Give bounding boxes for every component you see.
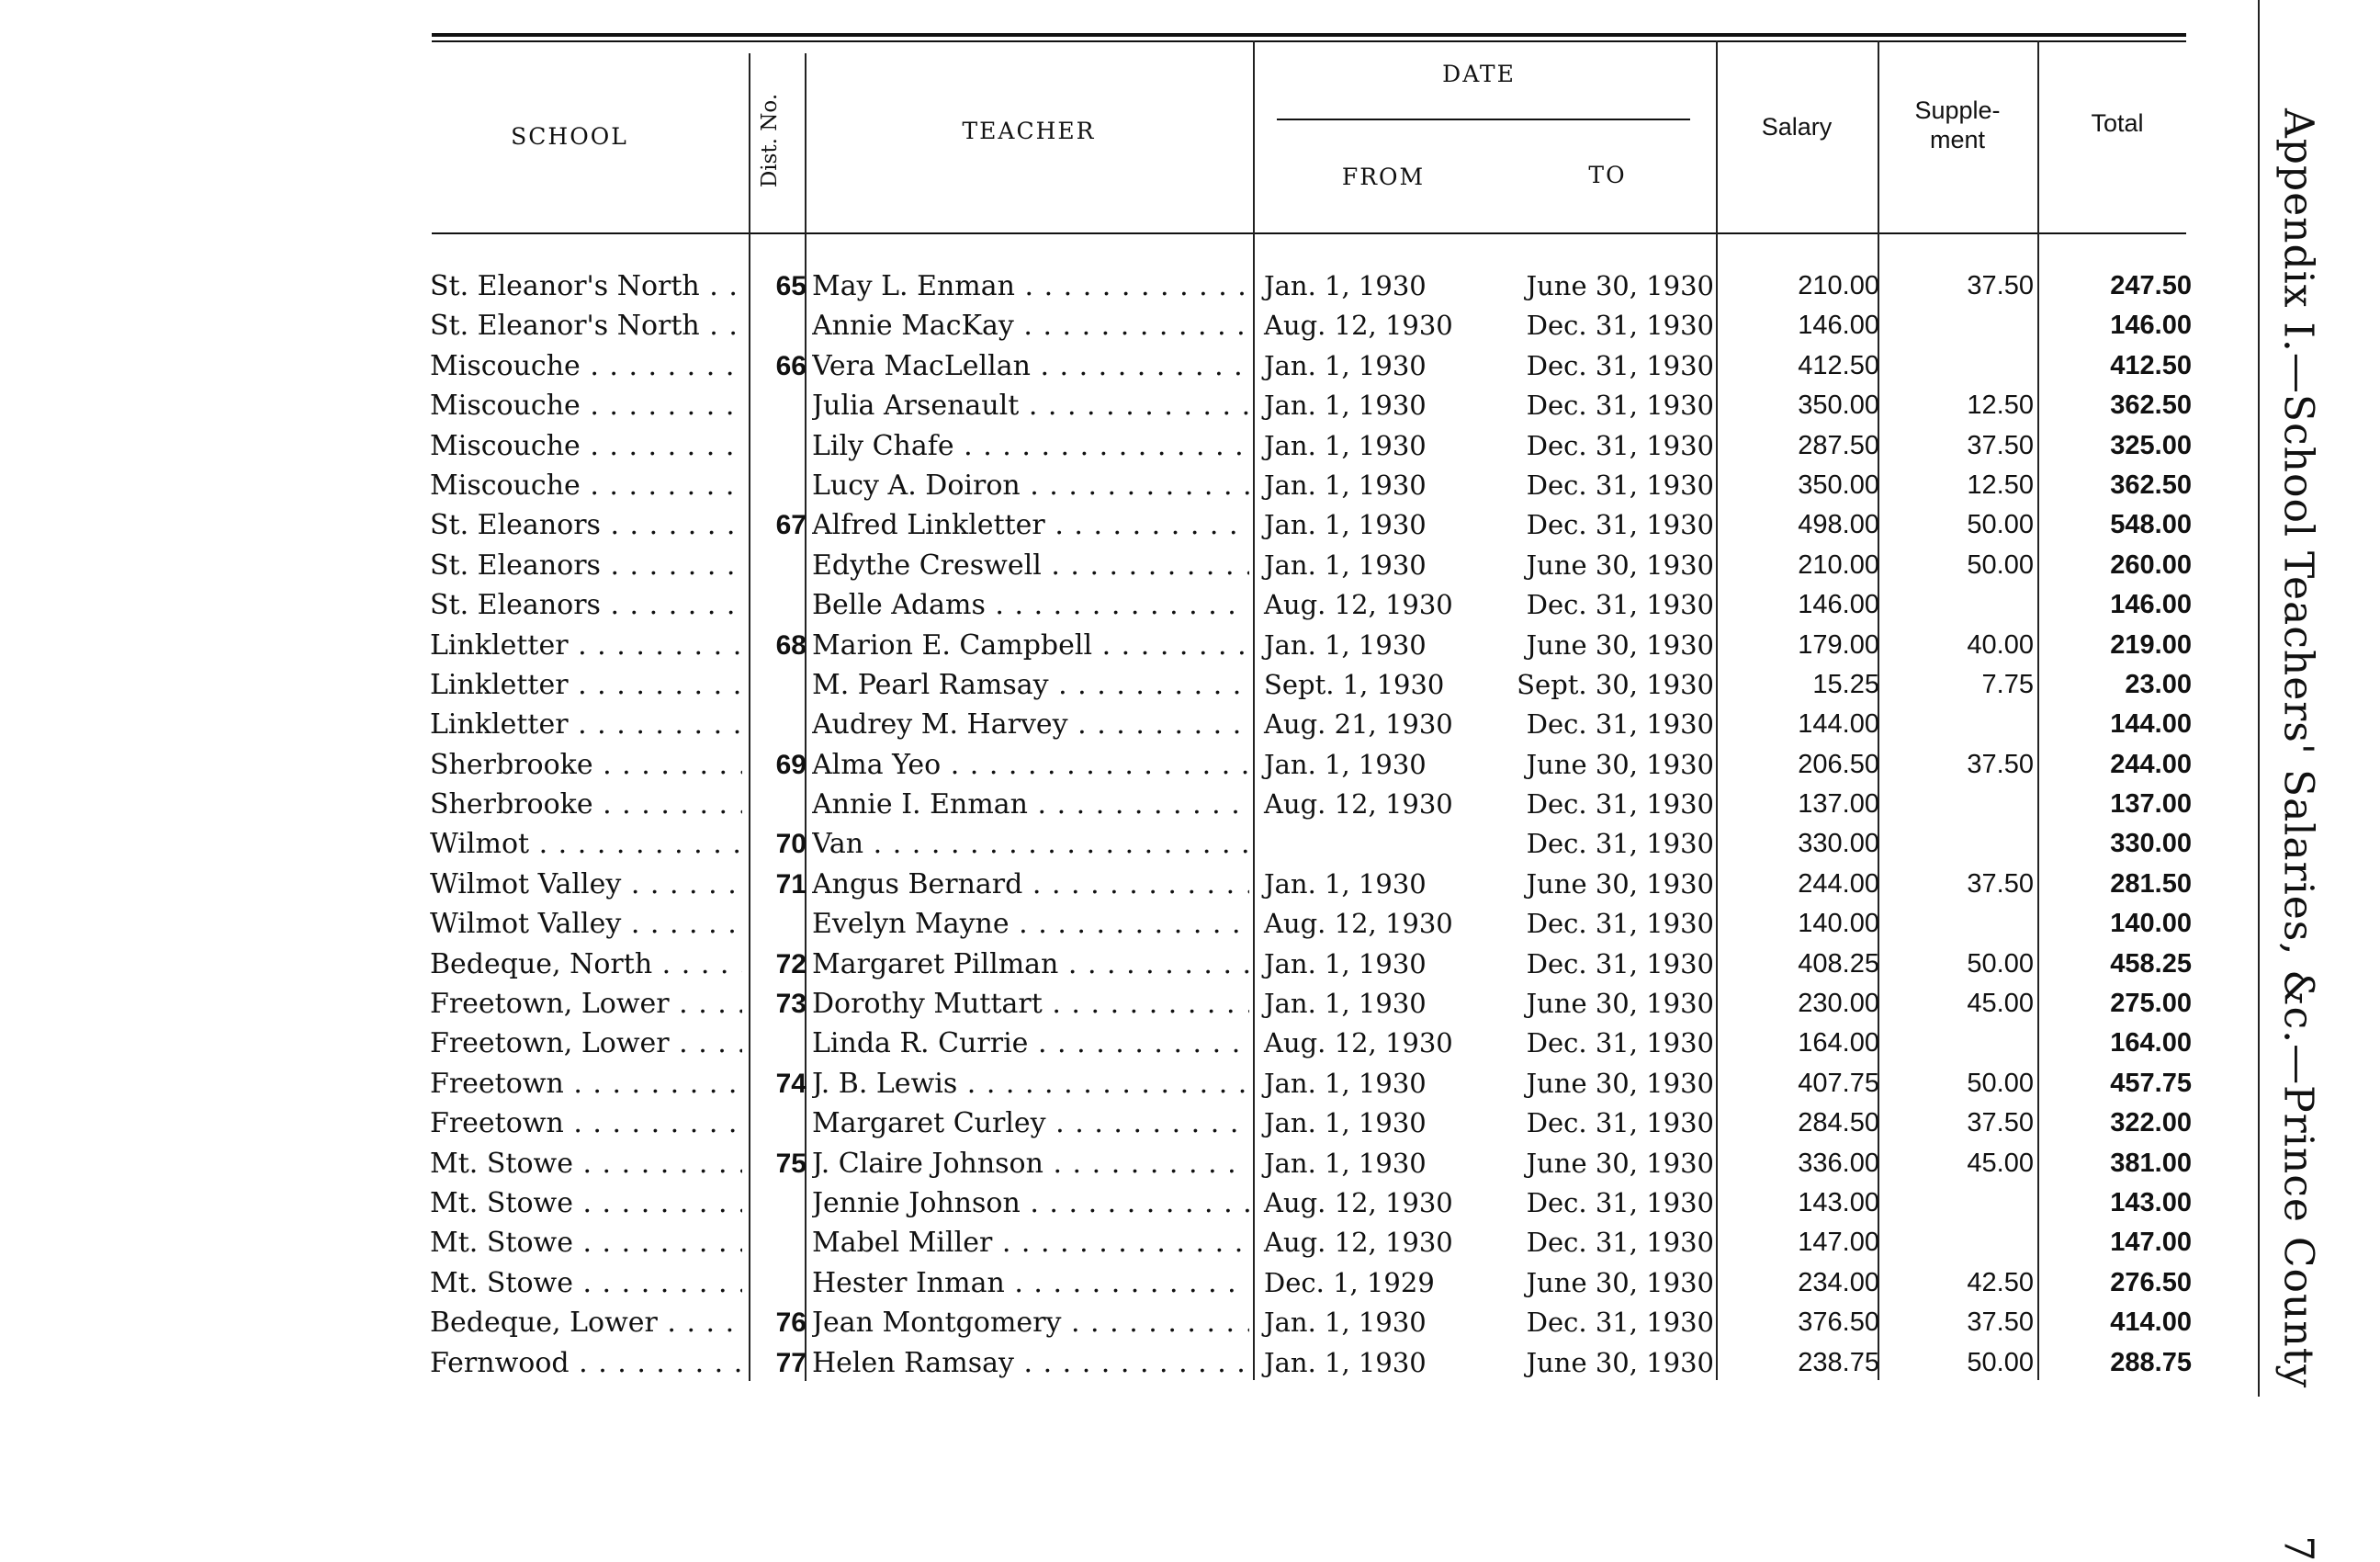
school-name: Bedeque, North . . . xyxy=(430,945,742,984)
date-from: Jan. 1, 1930 xyxy=(1264,1067,1427,1099)
school-name: Miscouche . . . xyxy=(430,466,742,505)
school-name: Linkletter . . . xyxy=(430,705,742,744)
teacher-name: Dorothy Muttart . . . xyxy=(812,984,1249,1024)
school-name: Miscouche . . . xyxy=(430,426,742,466)
salary-table-body xyxy=(0,266,2278,1383)
teacher-name: Hester Inman . . . xyxy=(812,1263,1249,1303)
date-to: June 30, 1930 xyxy=(1526,1067,1714,1099)
table-row xyxy=(0,1263,2278,1303)
total-value: 146.00 xyxy=(2110,311,2192,341)
side-caption-text xyxy=(2275,108,2322,1562)
dist-number: 70 xyxy=(775,829,806,860)
header-to: TO xyxy=(1588,162,1627,188)
top-rule-thin xyxy=(432,40,2186,42)
date-from: Aug. 12, 1930 xyxy=(1264,788,1453,821)
header-dist-no: Dist. No. xyxy=(758,93,782,188)
table-row xyxy=(0,945,2278,984)
school-name: Mt. Stowe . . . xyxy=(430,1183,742,1223)
school-name: Linkletter . . . xyxy=(430,665,742,705)
date-to: Dec. 31, 1930 xyxy=(1526,469,1714,501)
total-value: 414.00 xyxy=(2110,1307,2192,1338)
teacher-name: Helen Ramsay . . . xyxy=(812,1343,1249,1383)
date-from: Jan. 1, 1930 xyxy=(1264,1147,1427,1179)
salary-value: 407.75 xyxy=(1798,1068,1879,1098)
date-from: Jan. 1, 1930 xyxy=(1264,947,1427,979)
total-value: 143.00 xyxy=(2110,1187,2192,1217)
table-row xyxy=(0,505,2278,545)
school-name: Freetown, Lower . . . xyxy=(430,1024,742,1063)
teacher-name: Belle Adams . . . xyxy=(812,585,1249,625)
total-value: 247.50 xyxy=(2110,271,2192,300)
date-to: Dec. 31, 1930 xyxy=(1526,1027,1714,1059)
teacher-name: Edythe Creswell . . . xyxy=(812,546,1249,585)
date-from: Jan. 1, 1930 xyxy=(1264,1346,1427,1378)
school-name: Freetown, Lower . . . xyxy=(430,984,742,1024)
date-to: June 30, 1930 xyxy=(1526,1266,1714,1298)
side-caption xyxy=(2262,108,2335,1562)
date-from: Dec. 1, 1929 xyxy=(1264,1266,1435,1298)
salary-value: 146.00 xyxy=(1798,590,1879,620)
total-value: 381.00 xyxy=(2110,1148,2192,1178)
date-from: Jan. 1, 1930 xyxy=(1264,349,1427,381)
table-row xyxy=(0,1104,2278,1143)
date-from: Aug. 12, 1930 xyxy=(1264,1027,1453,1059)
supplement-value: 12.50 xyxy=(1967,390,2034,421)
total-value: 146.00 xyxy=(2110,590,2192,620)
dist-number: 66 xyxy=(775,350,806,381)
total-value: 23.00 xyxy=(2125,669,2192,699)
dist-number: 65 xyxy=(775,271,806,301)
date-from: Jan. 1, 1930 xyxy=(1264,1307,1427,1339)
header-salary: Salary xyxy=(1761,113,1833,141)
dist-number: 73 xyxy=(775,989,806,1020)
total-value: 260.00 xyxy=(2110,549,2192,580)
teacher-name: May L. Enman . . . xyxy=(812,266,1249,306)
date-to: Dec. 31, 1930 xyxy=(1526,509,1714,541)
date-from: Jan. 1, 1930 xyxy=(1264,867,1427,900)
date-to: Dec. 31, 1930 xyxy=(1526,828,1714,860)
teacher-name: Lucy A. Doiron . . . xyxy=(812,466,1249,505)
teacher-name: Alfred Linkletter . . . xyxy=(812,505,1249,545)
salary-value: 210.00 xyxy=(1798,271,1879,300)
date-from: Jan. 1, 1930 xyxy=(1264,549,1427,581)
appendix-title: Appendix I.—School Teachers' Salaries, &c.—Prince County xyxy=(2274,108,2322,1389)
salary-value: 15.25 xyxy=(1812,669,1879,699)
date-to: Dec. 31, 1930 xyxy=(1526,947,1714,979)
total-value: 457.75 xyxy=(2110,1068,2192,1098)
date-to: Dec. 31, 1930 xyxy=(1526,1107,1714,1139)
total-value: 144.00 xyxy=(2110,709,2192,740)
supplement-value: 37.50 xyxy=(1967,868,2034,899)
school-name: Wilmot . . . xyxy=(430,824,742,864)
table-row xyxy=(0,824,2278,864)
teacher-name: Angus Bernard . . . xyxy=(812,865,1249,904)
date-to: June 30, 1930 xyxy=(1526,1147,1714,1179)
school-name: Miscouche . . . xyxy=(430,346,742,386)
date-from: Jan. 1, 1930 xyxy=(1264,429,1427,461)
salary-value: 412.50 xyxy=(1798,350,1879,380)
date-to: Dec. 31, 1930 xyxy=(1526,708,1714,741)
supplement-value: 42.50 xyxy=(1967,1267,2034,1297)
supplement-value: 40.00 xyxy=(1967,629,2034,660)
header-supplement-line1: Supple- xyxy=(1914,96,2001,124)
date-from: Aug. 12, 1930 xyxy=(1264,1186,1453,1218)
school-name: Mt. Stowe . . . xyxy=(430,1223,742,1262)
teacher-name: M. Pearl Ramsay . . . xyxy=(812,665,1249,705)
page-number: 7 xyxy=(2274,1535,2322,1562)
supplement-value: 37.50 xyxy=(1967,1108,2034,1138)
table-row xyxy=(0,705,2278,744)
table-row xyxy=(0,386,2278,425)
table-row xyxy=(0,1024,2278,1063)
teacher-name: Vera MacLellan . . . xyxy=(812,346,1249,386)
total-value: 548.00 xyxy=(2110,510,2192,540)
school-name: St. Eleanors . . . xyxy=(430,546,742,585)
total-value: 330.00 xyxy=(2110,829,2192,859)
table-row xyxy=(0,306,2278,345)
date-to: Dec. 31, 1930 xyxy=(1526,589,1714,621)
school-name: Fernwood . . . xyxy=(430,1343,742,1383)
teacher-name: Jean Montgomery . . . xyxy=(812,1303,1249,1342)
table-row xyxy=(0,1144,2278,1183)
date-from: Jan. 1, 1930 xyxy=(1264,469,1427,501)
school-name: Wilmot Valley . . . xyxy=(430,865,742,904)
date-to: Sept. 30, 1930 xyxy=(1517,668,1714,700)
salary-value: 179.00 xyxy=(1798,629,1879,660)
total-value: 362.50 xyxy=(2110,390,2192,421)
teacher-name: Van . . . xyxy=(812,824,1249,864)
total-value: 458.25 xyxy=(2110,948,2192,979)
table-row xyxy=(0,585,2278,625)
date-from: Aug. 21, 1930 xyxy=(1264,708,1453,741)
teacher-name: Marion E. Campbell . . . xyxy=(812,626,1249,665)
date-to: June 30, 1930 xyxy=(1526,270,1714,301)
supplement-value: 50.00 xyxy=(1967,510,2034,540)
teacher-name: Annie MacKay . . . xyxy=(812,306,1249,345)
date-from: Jan. 1, 1930 xyxy=(1264,509,1427,541)
table-row xyxy=(0,745,2278,785)
total-value: 288.75 xyxy=(2110,1347,2192,1377)
date-to: June 30, 1930 xyxy=(1526,748,1714,780)
table-row xyxy=(0,266,2278,306)
total-value: 140.00 xyxy=(2110,909,2192,939)
date-from: Aug. 12, 1930 xyxy=(1264,589,1453,621)
salary-value: 330.00 xyxy=(1798,829,1879,859)
date-to: Dec. 31, 1930 xyxy=(1526,908,1714,940)
total-value: 362.50 xyxy=(2110,470,2192,500)
table-row xyxy=(0,665,2278,705)
header-teacher: TEACHER xyxy=(962,118,1096,144)
supplement-value: 12.50 xyxy=(1967,470,2034,500)
table-row xyxy=(0,984,2278,1024)
dist-number: 77 xyxy=(775,1347,806,1378)
top-rule xyxy=(432,33,2186,37)
salary-value: 137.00 xyxy=(1798,789,1879,820)
date-from: Jan. 1, 1930 xyxy=(1264,628,1427,661)
total-value: 322.00 xyxy=(2110,1108,2192,1138)
total-value: 244.00 xyxy=(2110,749,2192,779)
date-to: June 30, 1930 xyxy=(1526,628,1714,661)
header-total: Total xyxy=(2091,109,2144,137)
header-bottom-rule xyxy=(432,232,2186,234)
total-value: 325.00 xyxy=(2110,430,2192,460)
table-row xyxy=(0,904,2278,944)
date-from: Aug. 12, 1930 xyxy=(1264,908,1453,940)
dist-number: 71 xyxy=(775,868,806,900)
salary-value: 147.00 xyxy=(1798,1228,1879,1258)
supplement-value: 50.00 xyxy=(1967,549,2034,580)
date-divider xyxy=(1277,119,1690,120)
salary-value: 244.00 xyxy=(1798,868,1879,899)
salary-value: 140.00 xyxy=(1798,909,1879,939)
date-to: Dec. 31, 1930 xyxy=(1526,310,1714,342)
teacher-name: Margaret Pillman . . . xyxy=(812,945,1249,984)
school-name: St. Eleanor's North . . . xyxy=(430,266,742,306)
table-row xyxy=(0,346,2278,386)
teacher-name: Audrey M. Harvey . . . xyxy=(812,705,1249,744)
dist-number: 74 xyxy=(775,1068,806,1099)
dist-number: 67 xyxy=(775,510,806,541)
teacher-name: Jennie Johnson . . . xyxy=(812,1183,1249,1223)
table-row xyxy=(0,466,2278,505)
date-from: Jan. 1, 1930 xyxy=(1264,1107,1427,1139)
date-from: Aug. 12, 1930 xyxy=(1264,1227,1453,1259)
table-row xyxy=(0,1223,2278,1262)
teacher-name: J. Claire Johnson . . . xyxy=(812,1144,1249,1183)
date-to: Dec. 31, 1930 xyxy=(1526,1307,1714,1339)
school-name: St. Eleanors . . . xyxy=(430,585,742,625)
school-name: Sherbrooke . . . xyxy=(430,745,742,785)
header-school: SCHOOL xyxy=(511,123,628,150)
date-from: Jan. 1, 1930 xyxy=(1264,390,1427,422)
date-to: June 30, 1930 xyxy=(1526,1346,1714,1378)
school-name: Mt. Stowe . . . xyxy=(430,1144,742,1183)
teacher-name: J. B. Lewis . . . xyxy=(812,1064,1249,1104)
teacher-name: Julia Arsenault . . . xyxy=(812,386,1249,425)
supplement-value: 37.50 xyxy=(1967,271,2034,300)
dist-number: 69 xyxy=(775,749,806,780)
supplement-value: 45.00 xyxy=(1967,1148,2034,1178)
supplement-value: 50.00 xyxy=(1967,1068,2034,1098)
table-row xyxy=(0,1343,2278,1383)
date-to: Dec. 31, 1930 xyxy=(1526,349,1714,381)
salary-value: 336.00 xyxy=(1798,1148,1879,1178)
teacher-name: Evelyn Mayne . . . xyxy=(812,904,1249,944)
total-value: 276.50 xyxy=(2110,1267,2192,1297)
supplement-value: 37.50 xyxy=(1967,749,2034,779)
salary-value: 350.00 xyxy=(1798,390,1879,421)
school-name: Wilmot Valley . . . xyxy=(430,904,742,944)
date-to: Dec. 31, 1930 xyxy=(1526,788,1714,821)
supplement-value: 50.00 xyxy=(1967,948,2034,979)
school-name: Mt. Stowe . . . xyxy=(430,1263,742,1303)
table-row xyxy=(0,1064,2278,1104)
table-row xyxy=(0,546,2278,585)
supplement-value: 50.00 xyxy=(1967,1347,2034,1377)
total-value: 281.50 xyxy=(2110,868,2192,899)
table-row xyxy=(0,1303,2278,1342)
header-supplement xyxy=(1889,96,2026,154)
table-row xyxy=(0,626,2278,665)
teacher-name: Linda R. Currie . . . xyxy=(812,1024,1249,1063)
school-name: Bedeque, Lower . . . xyxy=(430,1303,742,1342)
date-from: Jan. 1, 1930 xyxy=(1264,270,1427,301)
total-value: 412.50 xyxy=(2110,350,2192,380)
teacher-name: Alma Yeo . . . xyxy=(812,745,1249,785)
teacher-name: Annie I. Enman . . . xyxy=(812,785,1249,824)
date-from: Jan. 1, 1930 xyxy=(1264,748,1427,780)
salary-value: 143.00 xyxy=(1798,1187,1879,1217)
salary-value: 210.00 xyxy=(1798,549,1879,580)
dist-number: 72 xyxy=(775,948,806,979)
school-name: St. Eleanors . . . xyxy=(430,505,742,545)
date-to: Dec. 31, 1930 xyxy=(1526,390,1714,422)
supplement-value: 37.50 xyxy=(1967,1307,2034,1338)
teacher-name: Lily Chafe . . . xyxy=(812,426,1249,466)
school-name: Miscouche . . . xyxy=(430,386,742,425)
salary-value: 284.50 xyxy=(1798,1108,1879,1138)
date-to: June 30, 1930 xyxy=(1526,867,1714,900)
date-from: Jan. 1, 1930 xyxy=(1264,988,1427,1020)
school-name: Linkletter . . . xyxy=(430,626,742,665)
salary-value: 230.00 xyxy=(1798,989,1879,1019)
salary-value: 287.50 xyxy=(1798,430,1879,460)
salary-value: 408.25 xyxy=(1798,948,1879,979)
total-value: 147.00 xyxy=(2110,1228,2192,1258)
date-from: Aug. 12, 1930 xyxy=(1264,310,1453,342)
school-name: St. Eleanor's North . . . xyxy=(430,306,742,345)
salary-value: 238.75 xyxy=(1798,1347,1879,1377)
supplement-value: 45.00 xyxy=(1967,989,2034,1019)
date-to: Dec. 31, 1930 xyxy=(1526,1227,1714,1259)
school-name: Freetown . . . xyxy=(430,1064,742,1104)
school-name: Freetown . . . xyxy=(430,1104,742,1143)
total-value: 219.00 xyxy=(2110,629,2192,660)
header-date: DATE xyxy=(1442,61,1516,87)
table-row xyxy=(0,1183,2278,1223)
salary-value: 234.00 xyxy=(1798,1267,1879,1297)
salary-value: 164.00 xyxy=(1798,1028,1879,1058)
teacher-name: Mabel Miller . . . xyxy=(812,1223,1249,1262)
supplement-value: 37.50 xyxy=(1967,430,2034,460)
table-row xyxy=(0,785,2278,824)
total-value: 164.00 xyxy=(2110,1028,2192,1058)
salary-value: 498.00 xyxy=(1798,510,1879,540)
dist-number: 68 xyxy=(775,629,806,661)
salary-value: 350.00 xyxy=(1798,470,1879,500)
header-supplement-line2: ment xyxy=(1929,126,1986,153)
salary-value: 144.00 xyxy=(1798,709,1879,740)
date-to: June 30, 1930 xyxy=(1526,549,1714,581)
date-to: Dec. 31, 1930 xyxy=(1526,1186,1714,1218)
total-value: 137.00 xyxy=(2110,789,2192,820)
supplement-value: 7.75 xyxy=(1981,669,2034,699)
salary-value: 146.00 xyxy=(1798,311,1879,341)
salary-value: 206.50 xyxy=(1798,749,1879,779)
date-from: Sept. 1, 1930 xyxy=(1264,668,1445,700)
dist-number: 76 xyxy=(775,1307,806,1339)
date-to: June 30, 1930 xyxy=(1526,988,1714,1020)
table-row xyxy=(0,865,2278,904)
dist-number: 75 xyxy=(775,1148,806,1179)
school-name: Sherbrooke . . . xyxy=(430,785,742,824)
date-to: Dec. 31, 1930 xyxy=(1526,429,1714,461)
salary-value: 376.50 xyxy=(1798,1307,1879,1338)
teacher-name: Margaret Curley . . . xyxy=(812,1104,1249,1143)
table-row xyxy=(0,426,2278,466)
header-from: FROM xyxy=(1341,164,1426,190)
total-value: 275.00 xyxy=(2110,989,2192,1019)
